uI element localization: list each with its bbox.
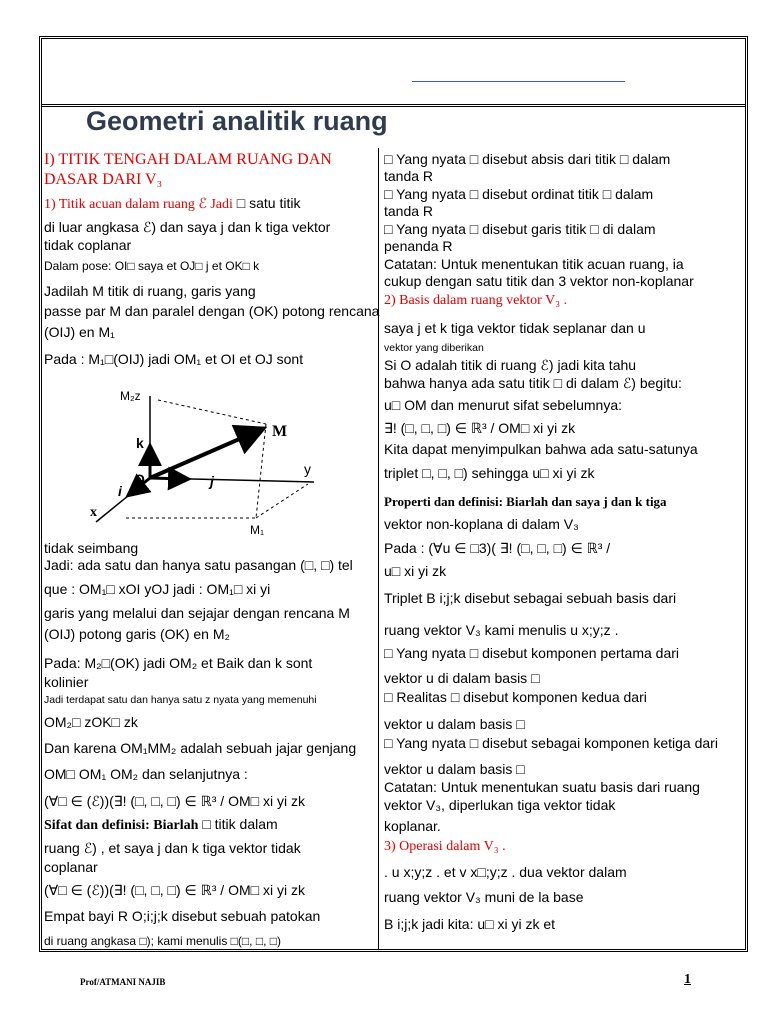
label-m1: M₁ <box>250 523 265 537</box>
text-line: Dalam pose: OI□ saya et OJ□ j et OK□ k <box>44 259 260 273</box>
text-line: kolinier <box>44 674 89 690</box>
section-1-heading-cont: DASAR DARI V₃ <box>44 171 163 188</box>
text-line: bahwa hanya ada satu titik □ di dalam ℰ) begitu: <box>384 375 682 391</box>
text-line: tanda R <box>384 168 434 184</box>
label-i: i <box>118 483 122 499</box>
text-line: Catatan: Untuk menentukan suatu basis dari ruang <box>384 779 700 795</box>
text-line: Catatan: Untuk menentukan titik acuan ruang, ia <box>384 256 684 272</box>
text-line: B i;j;k jadi kita: u□ xi yi zk et <box>384 916 556 932</box>
text-line: (OIJ) potong garis (OK) en M₂ <box>44 626 230 642</box>
text-line: Pada : M₁□(OIJ) jadi OM₁ et OI et OJ sont <box>44 351 304 367</box>
text-line: vektor u di dalam basis □ <box>384 670 540 686</box>
text-line: Jadi: ada satu dan hanya satu pasangan (□, □) tel <box>44 557 353 573</box>
text-line: □ Yang nyata □ disebut sebagai komponen ketiga dari <box>384 735 718 751</box>
text-line: Triplet B i;j;k disebut sebagai sebuah basis dari <box>384 590 677 606</box>
text-line: penanda R <box>384 238 453 254</box>
text-line: passe par M dan paralel dengan (OK) potong rencana <box>44 303 380 319</box>
text-line: triplet □, □, □) sehingga u□ xi yi zk <box>384 465 595 481</box>
text-line: □ Yang nyata □ disebut absis dari titik □ dalam <box>384 151 671 167</box>
text-line: di ruang angkasa □); kami menulis □(□, □, □) <box>44 934 281 948</box>
label-y: y <box>304 461 311 477</box>
text-line: Pada: M₂□(OK) jadi OM₂ et Baik dan k sont <box>44 655 313 671</box>
text-line: OM₂□ zOK□ zk <box>44 714 138 730</box>
text-line: koplanar. <box>384 818 441 834</box>
text-line: di luar angkasa ℰ) dan saya j dan k tiga vektor <box>44 219 331 235</box>
text-line: vektor u dalam basis □ <box>384 716 525 732</box>
text-line: cukup dengan satu titik dan 3 vektor non-koplanar <box>384 273 694 289</box>
text-line: (∀□ ∈ (ℰ))(∃! (□, □, □) ∈ ℝ³ / OM□ xi yi zk <box>44 882 305 898</box>
label-o: O <box>134 471 145 487</box>
text-line: vektor u dalam basis □ <box>384 761 525 777</box>
text-line: ruang vektor V₃ muni de la base <box>384 889 584 905</box>
label-m: M <box>272 423 288 440</box>
text-line: ∃! (□, □, □) ∈ ℝ³ / OM□ xi yi zk <box>384 420 576 436</box>
text-line: (∀□ ∈ (ℰ))(∃! (□, □, □) ∈ ℝ³ / OM□ xi yi zk <box>44 793 305 809</box>
text-line: tidak coplanar <box>44 237 132 253</box>
text-line: vektor non-koplana di dalam V₃ <box>384 516 579 532</box>
dashed-line <box>158 400 266 424</box>
label-j: j <box>210 473 214 489</box>
label-m2z: M₂z <box>120 389 141 403</box>
dashed-line <box>256 424 266 518</box>
text-line: Kita dapat menyimpulkan bahwa ada satu-satunya <box>384 441 698 457</box>
text-line: Properti dan definisi: Biarlah dan saya j dan k tiga <box>384 494 667 509</box>
text-line: que : OM₁□ xOI yOJ jadi : OM₁□ xi yi <box>44 581 271 597</box>
text-line: Jadi terdapat satu dan hanya satu z nyata yang memenuhi <box>44 694 317 706</box>
text-line: Empat bayi R O;i;j;k disebut sebuah patokan <box>44 908 321 924</box>
dashed-line <box>256 484 308 518</box>
text-line: □ Realitas □ disebut komponen kedua dari <box>384 689 647 705</box>
column-divider <box>378 148 379 950</box>
text-line: □ Yang nyata □ disebut garis titik □ di dalam <box>384 221 656 237</box>
text-line: vektor V₃, diperlukan tiga vektor tidak <box>384 797 616 813</box>
text-line: □ Yang nyata □ disebut komponen pertama dari <box>384 645 680 661</box>
coordinate-figure <box>86 382 326 538</box>
section-3-heading: 3) Operasi dalam V₃ . <box>384 839 506 854</box>
text-line: Si O adalah titik di ruang ℰ) jadi kita tahu <box>384 357 637 373</box>
text-line: Pada : (∀u ∈ □3)( ∃! (□, □, □) ∈ ℝ³ / <box>384 540 611 556</box>
text-line: tanda R <box>384 203 434 219</box>
text-line: vektor yang diberikan <box>384 342 484 354</box>
footer-page-number: 1 <box>684 972 691 987</box>
header-box <box>42 39 745 107</box>
om-vector <box>150 430 260 478</box>
text-line: ruang vektor V₃ kami menulis u x;y;z . <box>384 622 619 638</box>
text-line: tidak seimbang <box>44 540 139 556</box>
text-line: u□ xi yi zk <box>384 563 447 579</box>
j-vector <box>150 478 186 479</box>
header-link-underline <box>412 81 625 82</box>
text-line: □ Yang nyata □ disebut ordinat titik □ dalam <box>384 186 654 202</box>
footer-author: Prof/ATMANI NAJIB <box>80 977 166 987</box>
label-k: k <box>136 435 144 451</box>
text-line: 1) Titik acuan dalam ruang ℰ Jadi □ satu titik <box>44 195 301 212</box>
section-2-heading: 2) Basis dalam ruang vektor V₃ . <box>384 293 568 308</box>
text-line: . u x;y;z . et v x□;y;z . dua vektor dalam <box>384 864 627 880</box>
text-line: (OIJ) en M₁ <box>44 324 115 340</box>
text-line: u□ OM dan menurut sifat sebelumnya: <box>384 397 623 413</box>
text-line: garis yang melalui dan sejajar dengan rencana M <box>44 605 350 621</box>
text-line: OM□ OM₁ OM₂ dan selanjutnya : <box>44 766 248 782</box>
text-line: coplanar <box>44 859 98 875</box>
label-x: x <box>90 505 97 520</box>
text-line: saya j et k tiga vektor tidak seplanar dan u <box>384 320 646 336</box>
section-1-heading: I) TITIK TENGAH DALAM RUANG DAN <box>44 151 332 168</box>
text-line: ruang ℰ) , et saya j dan k tiga vektor tidak <box>44 840 301 856</box>
page-title: Geometri analitik ruang <box>86 106 388 136</box>
text-line: Sifat dan definisi: Biarlah □ titik dalam <box>44 816 278 833</box>
text-line: Dan karena OM₁MM₂ adalah sebuah jajar genjang <box>44 740 357 756</box>
text-line: Jadilah M titik di ruang, garis yang <box>44 283 256 299</box>
